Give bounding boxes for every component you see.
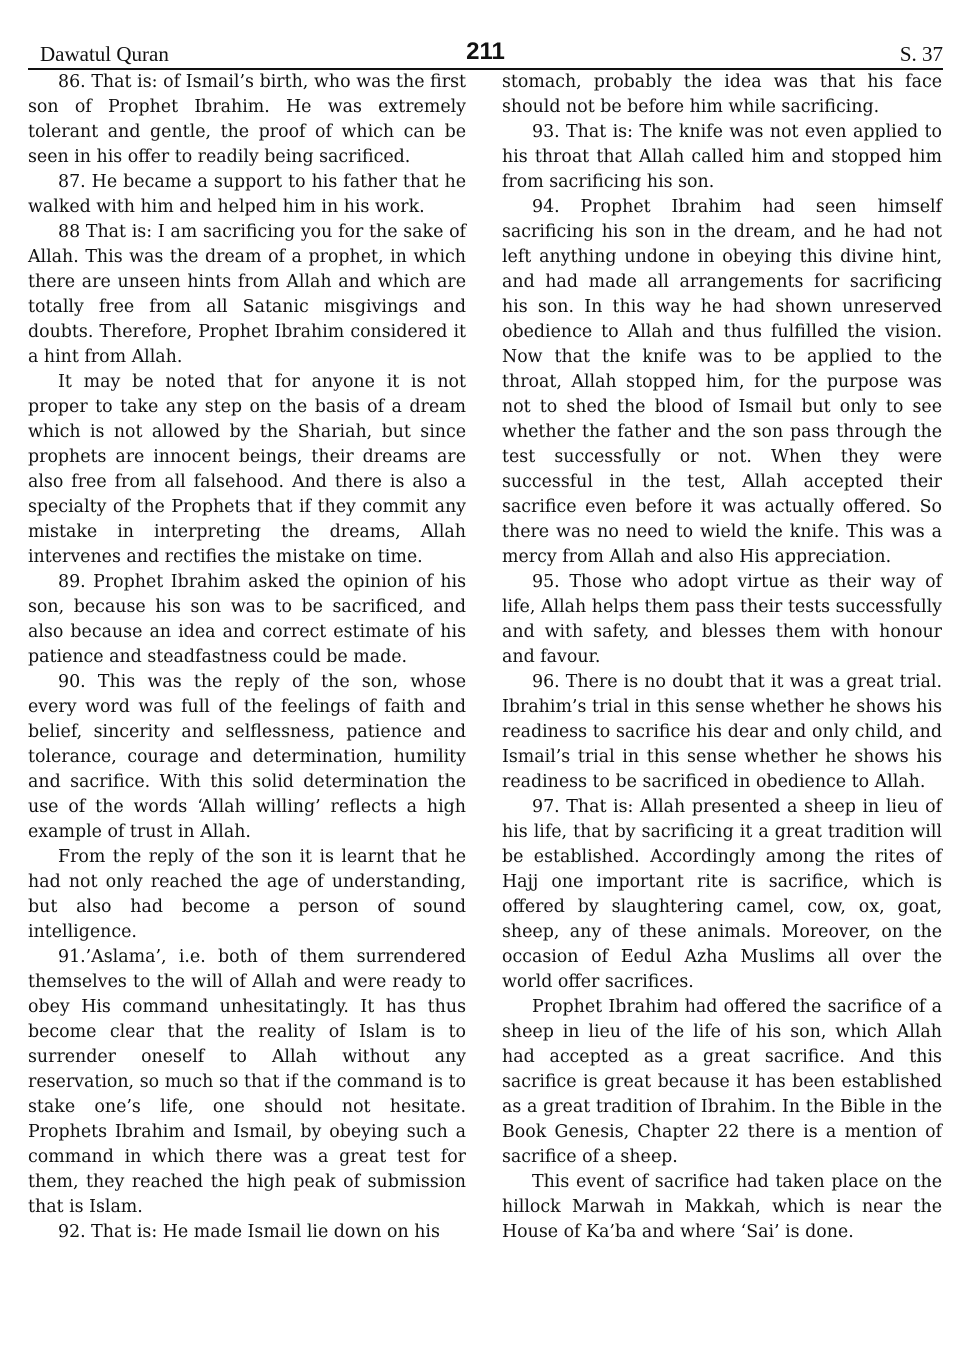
right-column (502, 70, 942, 1245)
paragraph-note-97-continued: Prophet Ibrahim had offered the sacrifice of a sheep in lieu of the life of his son, which Allah had accepted as a great sacrifice. And this sacrifice is great because it has been established as a great tradition of Ibrahim. In the Bible in the Book Genesis, Chapter 22 there is a mention of sacrifice of a sheep. (502, 997, 942, 1167)
surah-reference: S. 37 (899, 42, 943, 66)
paragraph-note-97: 97. That is: Allah presented a sheep in lieu of his life, that by sacrificing it a great tradition will be established. Accordingly among the rites of Hajj one important rite is sacrifice, which is offered by slaughtering camel, cow, ox, goat, sheep, any of these animals. Moreover, on the occasion of Eedul Azha Muslims all over the world offer sacrifices. (502, 797, 942, 992)
paragraph-note-86: 86. That is: of Ismail’s birth, who was the first son of Prophet Ibrahim. He was extremely tolerant and gentle, the proof of which can be seen in his offer to readily being sacrificed. (28, 72, 466, 167)
paragraph-note-94: 94. Prophet Ibrahim had seen himself sacrificing his son in the dream, and he had not left anything undone in obeying this divine hint, and had made all arrangements for sacrificing his son. In this way he had shown unreserved obedience to Allah and thus fulfilled the vision. Now that the knife was to be applied to the throat, Allah stopped him, for the purpose was not to shed the blood of Ismail but only to see whether the father and the son pass through the test successfully or not. When they were successful in the test, Allah accepted their sacrifice even before it was actually offered. So there was no need to wield the knife. This was a mercy from Allah and also His appreciation. (502, 197, 942, 567)
book-title: Dawatul Quran (40, 42, 169, 66)
paragraph-note-97-location: This event of sacrifice had taken place on the hillock Marwah in Makkah, which is near the House of Ka’ba and where ‘Sai’ is done. (502, 1172, 942, 1242)
paragraph-note-89: 89. Prophet Ibrahim asked the opinion of his son, because his son was to be sacrificed, and also because an idea and correct estimate of his patience and steadfastness could be made. (28, 572, 466, 667)
paragraph-note-90: 90. This was the reply of the son, whose every word was full of the feelings of faith and belief, sincerity and selflessness, patience and tolerance, courage and determination, humility and sacrifice. With this solid determination the use of the words ‘Allah willing’ reflects a high example of trust in Allah. (28, 672, 466, 842)
paragraph-note-88: 88 That is: I am sacrificing you for the sake of Allah. This was the dream of a prophet, in which there are unseen hints from Allah and which are totally free from all Satanic misgivings and doubts. Therefore, Prophet Ibrahim considered it a hint from Allah. (28, 222, 466, 367)
left-column (28, 70, 466, 1245)
page-number: 211 (466, 38, 505, 65)
page-header (28, 36, 943, 70)
paragraph-note-93: 93. That is: The knife was not even applied to his throat that Allah called him and stopped him from sacrificing his son. (502, 122, 942, 192)
paragraph-note-92: 92. That is: He made Ismail lie down on his (58, 1222, 440, 1242)
paragraph-note-91: 91.’Aslama’, i.e. both of them surrendered themselves to the will of Allah and were ready to obey His command unhesitatingly. It has thus become clear that the reality of Islam is to surrender oneself to Allah without any reservation, so much so that if the command is to stake one’s life, one should not hesitate. Prophets Ibrahim and Ismail, by obeying such a command in which there was a great test for them, they reached the high peak of submission that is Islam. (28, 947, 466, 1217)
paragraph-note-92-continued: stomach, probably the idea was that his face should not be before him while sacrificing. (502, 72, 942, 117)
paragraph-note-87: 87. He became a support to his father that he walked with him and helped him in his work. (28, 172, 466, 217)
paragraph-note-96: 96. There is no doubt that it was a great trial. Ibrahim’s trial in this sense whether he shows his readiness to sacrifice his dear and only child, and Ismail’s trial in this sense whether he shows his readiness to be sacrificed in obedience to Allah. (502, 672, 942, 792)
paragraph-note-95: 95. Those who adopt virtue as their way of life, Allah helps them pass their tests successfully and with safety, and blesses them with honour and favour. (502, 572, 942, 667)
paragraph-note-90-continued: From the reply of the son it is learnt that he had not only reached the age of understanding, but also had become a person of sound intelligence. (28, 847, 466, 942)
paragraph-note-88-continued: It may be noted that for anyone it is not proper to take any step on the basis of a dream which is not allowed by the Shariah, but since prophets are innocent beings, their dreams are also free from all falsehood. And there is also a specialty of the Prophets that if they commit any mistake in interpreting the dreams, Allah intervenes and rectifies the mistake on time. (28, 372, 466, 567)
